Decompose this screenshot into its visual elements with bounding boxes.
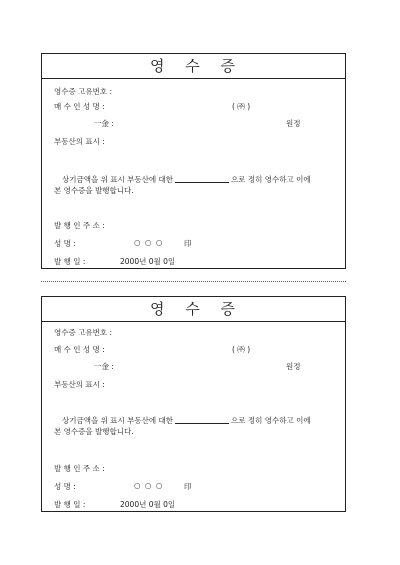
receipt-id-label: 영수증 고유번호 : <box>54 328 113 337</box>
issue-date-label: 발 행 일 : <box>54 500 86 509</box>
amount-unit: 원정 <box>286 362 301 371</box>
amount-unit: 원정 <box>286 119 301 128</box>
issuer-name-value: ○ ○ ○ <box>134 238 164 247</box>
statement-part-1: 상기금액을 위 표시 부동산에 대한 <box>62 175 173 184</box>
receipt-form <box>41 296 346 512</box>
buyer-paren: ( ㈜ ) <box>232 345 251 354</box>
issuer-name-label: 성 명 : <box>54 482 76 491</box>
statement-line-1 <box>62 174 311 185</box>
issuer-address-label: 발 행 인 주 소 : <box>54 464 105 473</box>
statement-line-2: 본 영수증을 발행합니다. <box>54 427 134 436</box>
property-label: 부동산의 표시 : <box>54 137 105 146</box>
statement-part-2: 으로 정히 영수하고 이에 <box>230 175 311 184</box>
buyer-name-label: 매 수 인 성 명 : <box>54 102 105 111</box>
property-label: 부동산의 표시 : <box>54 380 105 389</box>
statement-part-1: 상기금액을 위 표시 부동산에 대한 <box>62 416 173 425</box>
seal-mark: 印 <box>184 239 192 248</box>
cut-line-divider <box>41 281 346 282</box>
issue-date-value: 2000년 0월 0일 <box>120 500 176 509</box>
statement-line-1 <box>62 415 311 426</box>
amount-blank <box>175 175 229 183</box>
statement-line-2: 본 영수증을 발행합니다. <box>54 186 134 195</box>
buyer-name-label: 매 수 인 성 명 : <box>54 345 105 354</box>
issuer-name-value: ○ ○ ○ <box>134 481 164 490</box>
receipt-form <box>41 53 346 269</box>
issuer-address-label: 발 행 인 주 소 : <box>54 221 105 230</box>
amount-blank <box>175 416 229 424</box>
receipt-id-label: 영수증 고유번호 : <box>54 87 113 96</box>
amount-label: 一金 : <box>94 119 114 128</box>
buyer-paren: ( ㈜ ) <box>232 102 251 111</box>
receipt-title-bar <box>42 54 345 79</box>
issuer-name-label: 성 명 : <box>54 239 76 248</box>
receipt-title-bar <box>42 297 345 322</box>
seal-mark: 印 <box>184 482 192 491</box>
issue-date-value: 2000년 0월 0일 <box>120 257 176 266</box>
amount-label: 一金 : <box>94 362 114 371</box>
receipt-title: 영 수 증 <box>149 57 237 75</box>
issue-date-label: 발 행 일 : <box>54 257 86 266</box>
statement-part-2: 으로 정히 영수하고 이에 <box>230 416 311 425</box>
receipt-title: 영 수 증 <box>149 300 237 318</box>
